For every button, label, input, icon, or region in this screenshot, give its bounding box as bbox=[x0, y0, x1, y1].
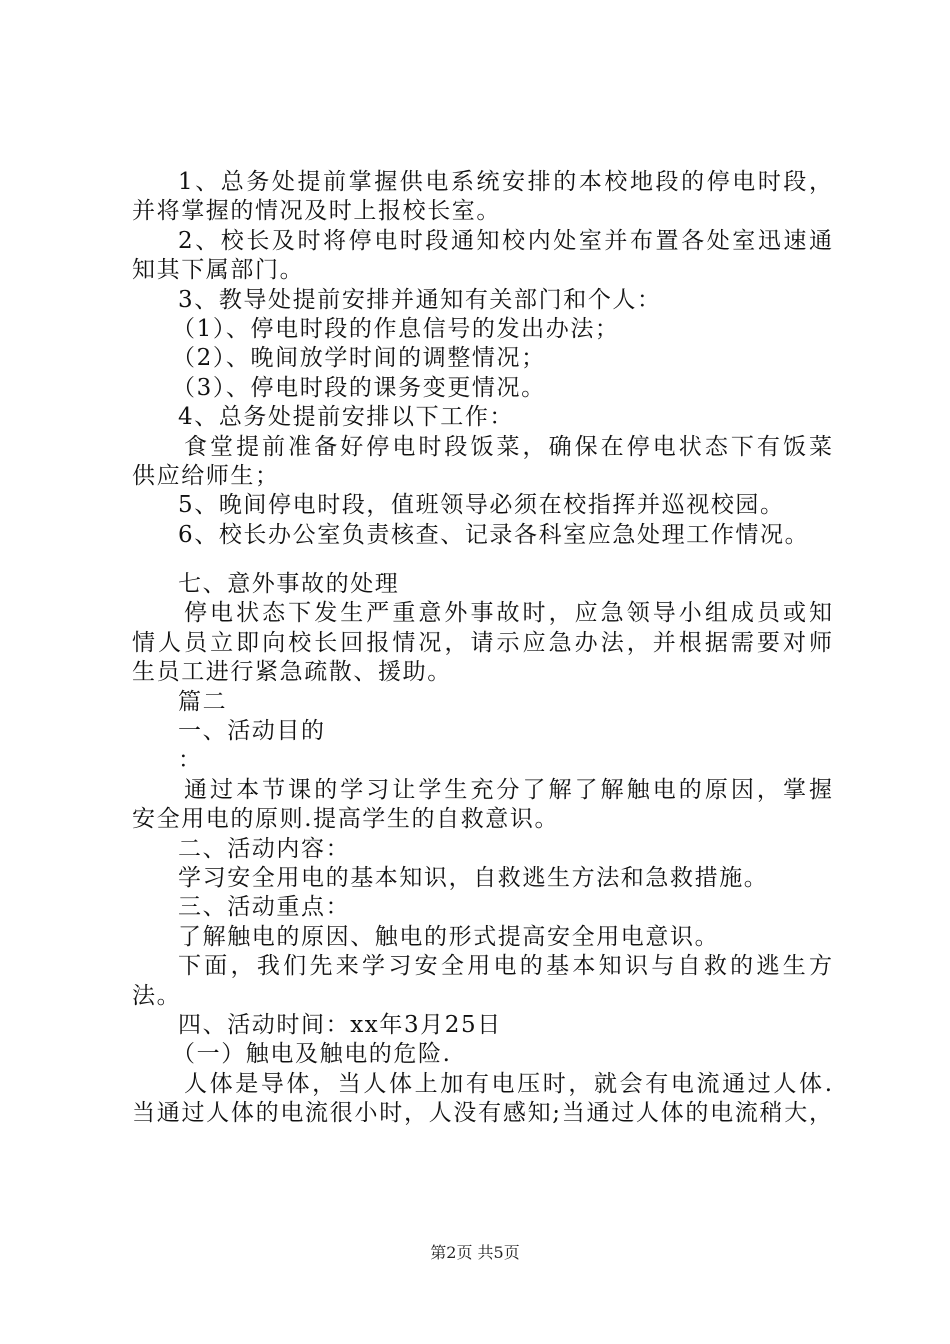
paragraph-line: 3、教导处提前安排并通知有关部门和个人： bbox=[178, 286, 662, 313]
paragraph-line: 法。 bbox=[132, 982, 182, 1009]
paragraph-line: 并将掌握的情况及时上报校长室。 bbox=[132, 198, 501, 225]
paragraph-line: 当通过人体的电流很小时，人没有感知;当通过人体的电流稍大， bbox=[132, 1100, 832, 1127]
paragraph-line: 2、校长及时将停电时段通知校内处室并布置各处室迅速通 bbox=[178, 227, 832, 254]
paragraph-line: 人体是导体，当人体上加有电压时，就会有电流通过人体. bbox=[184, 1070, 832, 1097]
paragraph-line: 了解触电的原因、触电的形式提高安全用电意识。 bbox=[178, 923, 720, 950]
paragraph-line: ： bbox=[178, 747, 203, 774]
paragraph-line: 食堂提前准备好停电时段饭菜，确保在停电状态下有饭菜 bbox=[184, 433, 832, 460]
paragraph-gap bbox=[132, 550, 832, 570]
paragraph-line: （3）、停电时段的课务变更情况。 bbox=[172, 374, 546, 401]
paragraph-line: 1、总务处提前掌握供电系统安排的本校地段的停电时段， bbox=[178, 169, 832, 195]
paragraph-line: 学习安全用电的基本知识，自救逃生方法和急救措施。 bbox=[178, 864, 769, 891]
section-heading: 四、活动时间：xx年3月25日 bbox=[178, 1011, 502, 1038]
paragraph-line: 下面，我们先来学习安全用电的基本知识与自救的逃生方 bbox=[178, 953, 832, 980]
paragraph-line: （1）、停电时段的作息信号的发出办法； bbox=[172, 315, 620, 342]
paragraph-line: 5、晚间停电时段，值班领导必须在校指挥并巡视校园。 bbox=[178, 492, 785, 519]
paragraph-line: 6、校长办公室负责核查、记录各科室应急处理工作情况。 bbox=[178, 521, 810, 548]
page-footer: 第2页 共5页 bbox=[430, 1243, 520, 1262]
section-heading: 二、活动内容： bbox=[178, 835, 351, 862]
section-heading: （一）触电及触电的危险. bbox=[172, 1041, 452, 1068]
paragraph-line: 安全用电的原则.提高学生的自救意识。 bbox=[132, 806, 560, 833]
paragraph-line: 供应给师生； bbox=[132, 462, 280, 489]
paragraph-line: 4、总务处提前安排以下工作： bbox=[178, 404, 515, 431]
paragraph-line: 情人员立即向校长回报情况，请示应急办法，并根据需要对师 bbox=[132, 629, 832, 656]
section-heading: 七、意外事故的处理 bbox=[178, 571, 400, 598]
paragraph-line: 生员工进行紧急疏散、援助。 bbox=[132, 659, 452, 686]
paragraph-line: 停电状态下发生严重意外事故时，应急领导小组成员或知 bbox=[184, 600, 832, 627]
section-heading: 三、活动重点： bbox=[178, 894, 351, 921]
section-heading: 一、活动目的 bbox=[178, 718, 326, 745]
document-body bbox=[132, 168, 832, 1129]
section-heading: 篇二 bbox=[178, 688, 228, 715]
paragraph-line: 通过本节课的学习让学生充分了解了解触电的原因，掌握 bbox=[184, 776, 832, 803]
paragraph-line: 知其下属部门。 bbox=[132, 257, 305, 284]
paragraph-line: （2）、晚间放学时间的调整情况； bbox=[172, 345, 546, 372]
